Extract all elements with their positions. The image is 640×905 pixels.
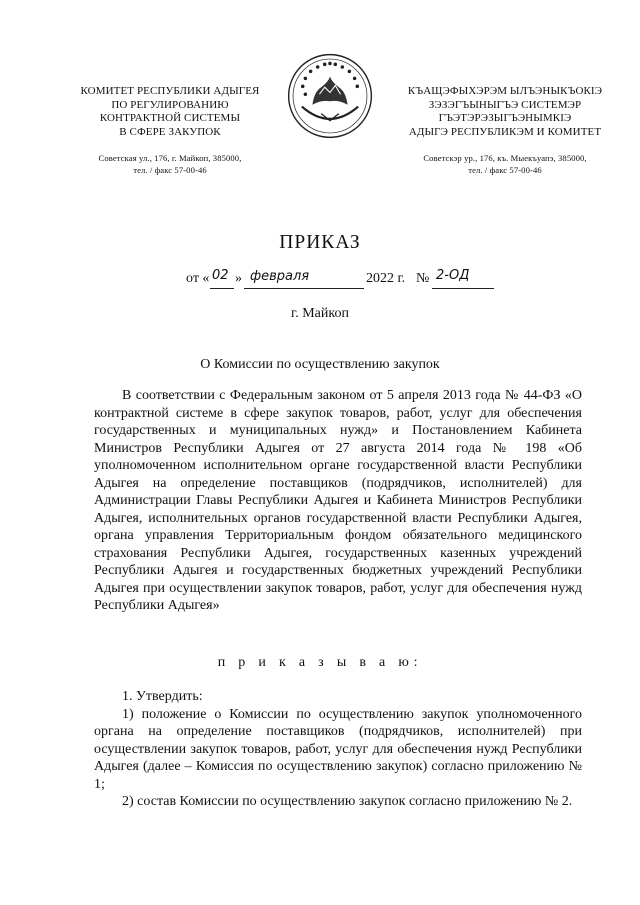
order-item: 1. Утвердить: (122, 689, 203, 704)
city: г. Майкоп (291, 306, 349, 321)
phone-line: тел. / факс 57-00-46 (133, 165, 207, 175)
date-day-handwritten: 02 (212, 268, 229, 283)
order-items (94, 688, 582, 811)
date-mid: » (235, 271, 242, 286)
date-day-underline (210, 288, 234, 289)
org-name-line: АДЫГЭ РЕСПУБЛИКЭМ И КОМИТЕТ (408, 125, 602, 138)
document-title: ПРИКАЗ (279, 232, 361, 253)
org-name-line: ЗЭЗЭГЪЫНЫГЪЭ СИСТЕМЭР (428, 98, 582, 111)
org-name-line: ПО РЕГУЛИРОВАНИЮ (111, 98, 229, 111)
header-left (60, 85, 280, 176)
number-underline (432, 288, 494, 289)
number-label: № (416, 271, 430, 286)
date-prefix: от « (186, 271, 210, 286)
header-right (390, 85, 620, 176)
address-line: Советскэр ур., 176, къ. Мыекъуапэ, 385000, (423, 153, 587, 163)
coat-of-arms-emblem-icon (286, 52, 374, 140)
order-item: 1) положение о Комиссии по осуществлению закупок уполномоченного органа на определение поставщиков (подрядчиков, исполнителей) при осуществлении закупок товаров, работ, услуг для обеспечения нужд Республики Адыгея (далее – Комиссия по осуществлению закупок) согласно приложению № 1; (94, 706, 582, 792)
date-number-line (186, 268, 506, 293)
org-name-adyghe (390, 85, 620, 139)
org-name-line: КЪАЩЭФЫХЭРЭМ ЫЛЪЭНЫКЪОКIЭ (407, 85, 603, 97)
org-name-line: КОМИТЕТ РЕСПУБЛИКИ АДЫГЕЯ (80, 85, 260, 97)
date-year: 2022 г. (366, 271, 406, 286)
date-month-handwritten: февраля (250, 269, 310, 284)
org-name-line: КОНТРАКТНОЙ СИСТЕМЫ (99, 112, 241, 124)
org-name-line: В СФЕРЕ ЗАКУПОК (119, 125, 221, 138)
preamble-paragraph: В соответствии с Федеральным законом от 5 апреля 2013 года № 44-ФЗ «О контрактной системе в сфере закупок товаров, работ, услуг для обеспечения государственных и муниципальных нужд» и Постановлением Кабинета Министров Республики Адыгея от 27 августа 2014 года № 198 «Об уполномоченном исполнительном органе государственной власти Республики Адыгея на определение поставщиков (подрядчиков, исполнителей) для Администрации Главы Республики Адыгея и Кабинета Министров Республики Адыгея, исполнительных органов государственной власти Республики Адыгея, органа управления Территориальным фондом обязательного медицинского страхования Республики Адыгея, государственных казенных учреждений Республики Адыгея и государственных бюджетных учреждений Республики Адыгея при осуществлении закупок товаров, работ, услуг для обеспечения нужд Республики Адыгея» (94, 388, 582, 613)
document-subject: О Комиссии по осуществлению закупок (200, 357, 440, 372)
phone-line: тел. / факс 57-00-46 (468, 165, 542, 175)
org-address-russian (60, 152, 280, 176)
decree-word: п р и к а з ы в а ю: (217, 655, 423, 670)
org-name-line: ГЪЭТЭРЭЗЫГЪЭНЫМКIЭ (438, 112, 572, 124)
org-name-russian (60, 85, 280, 139)
date-month-underline (244, 288, 364, 289)
address-line: Советская ул., 176, г. Майкоп, 385000, (98, 153, 242, 163)
order-item: 2) состав Комиссии по осуществлению закупок согласно приложению № 2. (122, 794, 573, 809)
document-number-handwritten: 2-ОД (436, 268, 470, 283)
org-address-adyghe (390, 152, 620, 176)
